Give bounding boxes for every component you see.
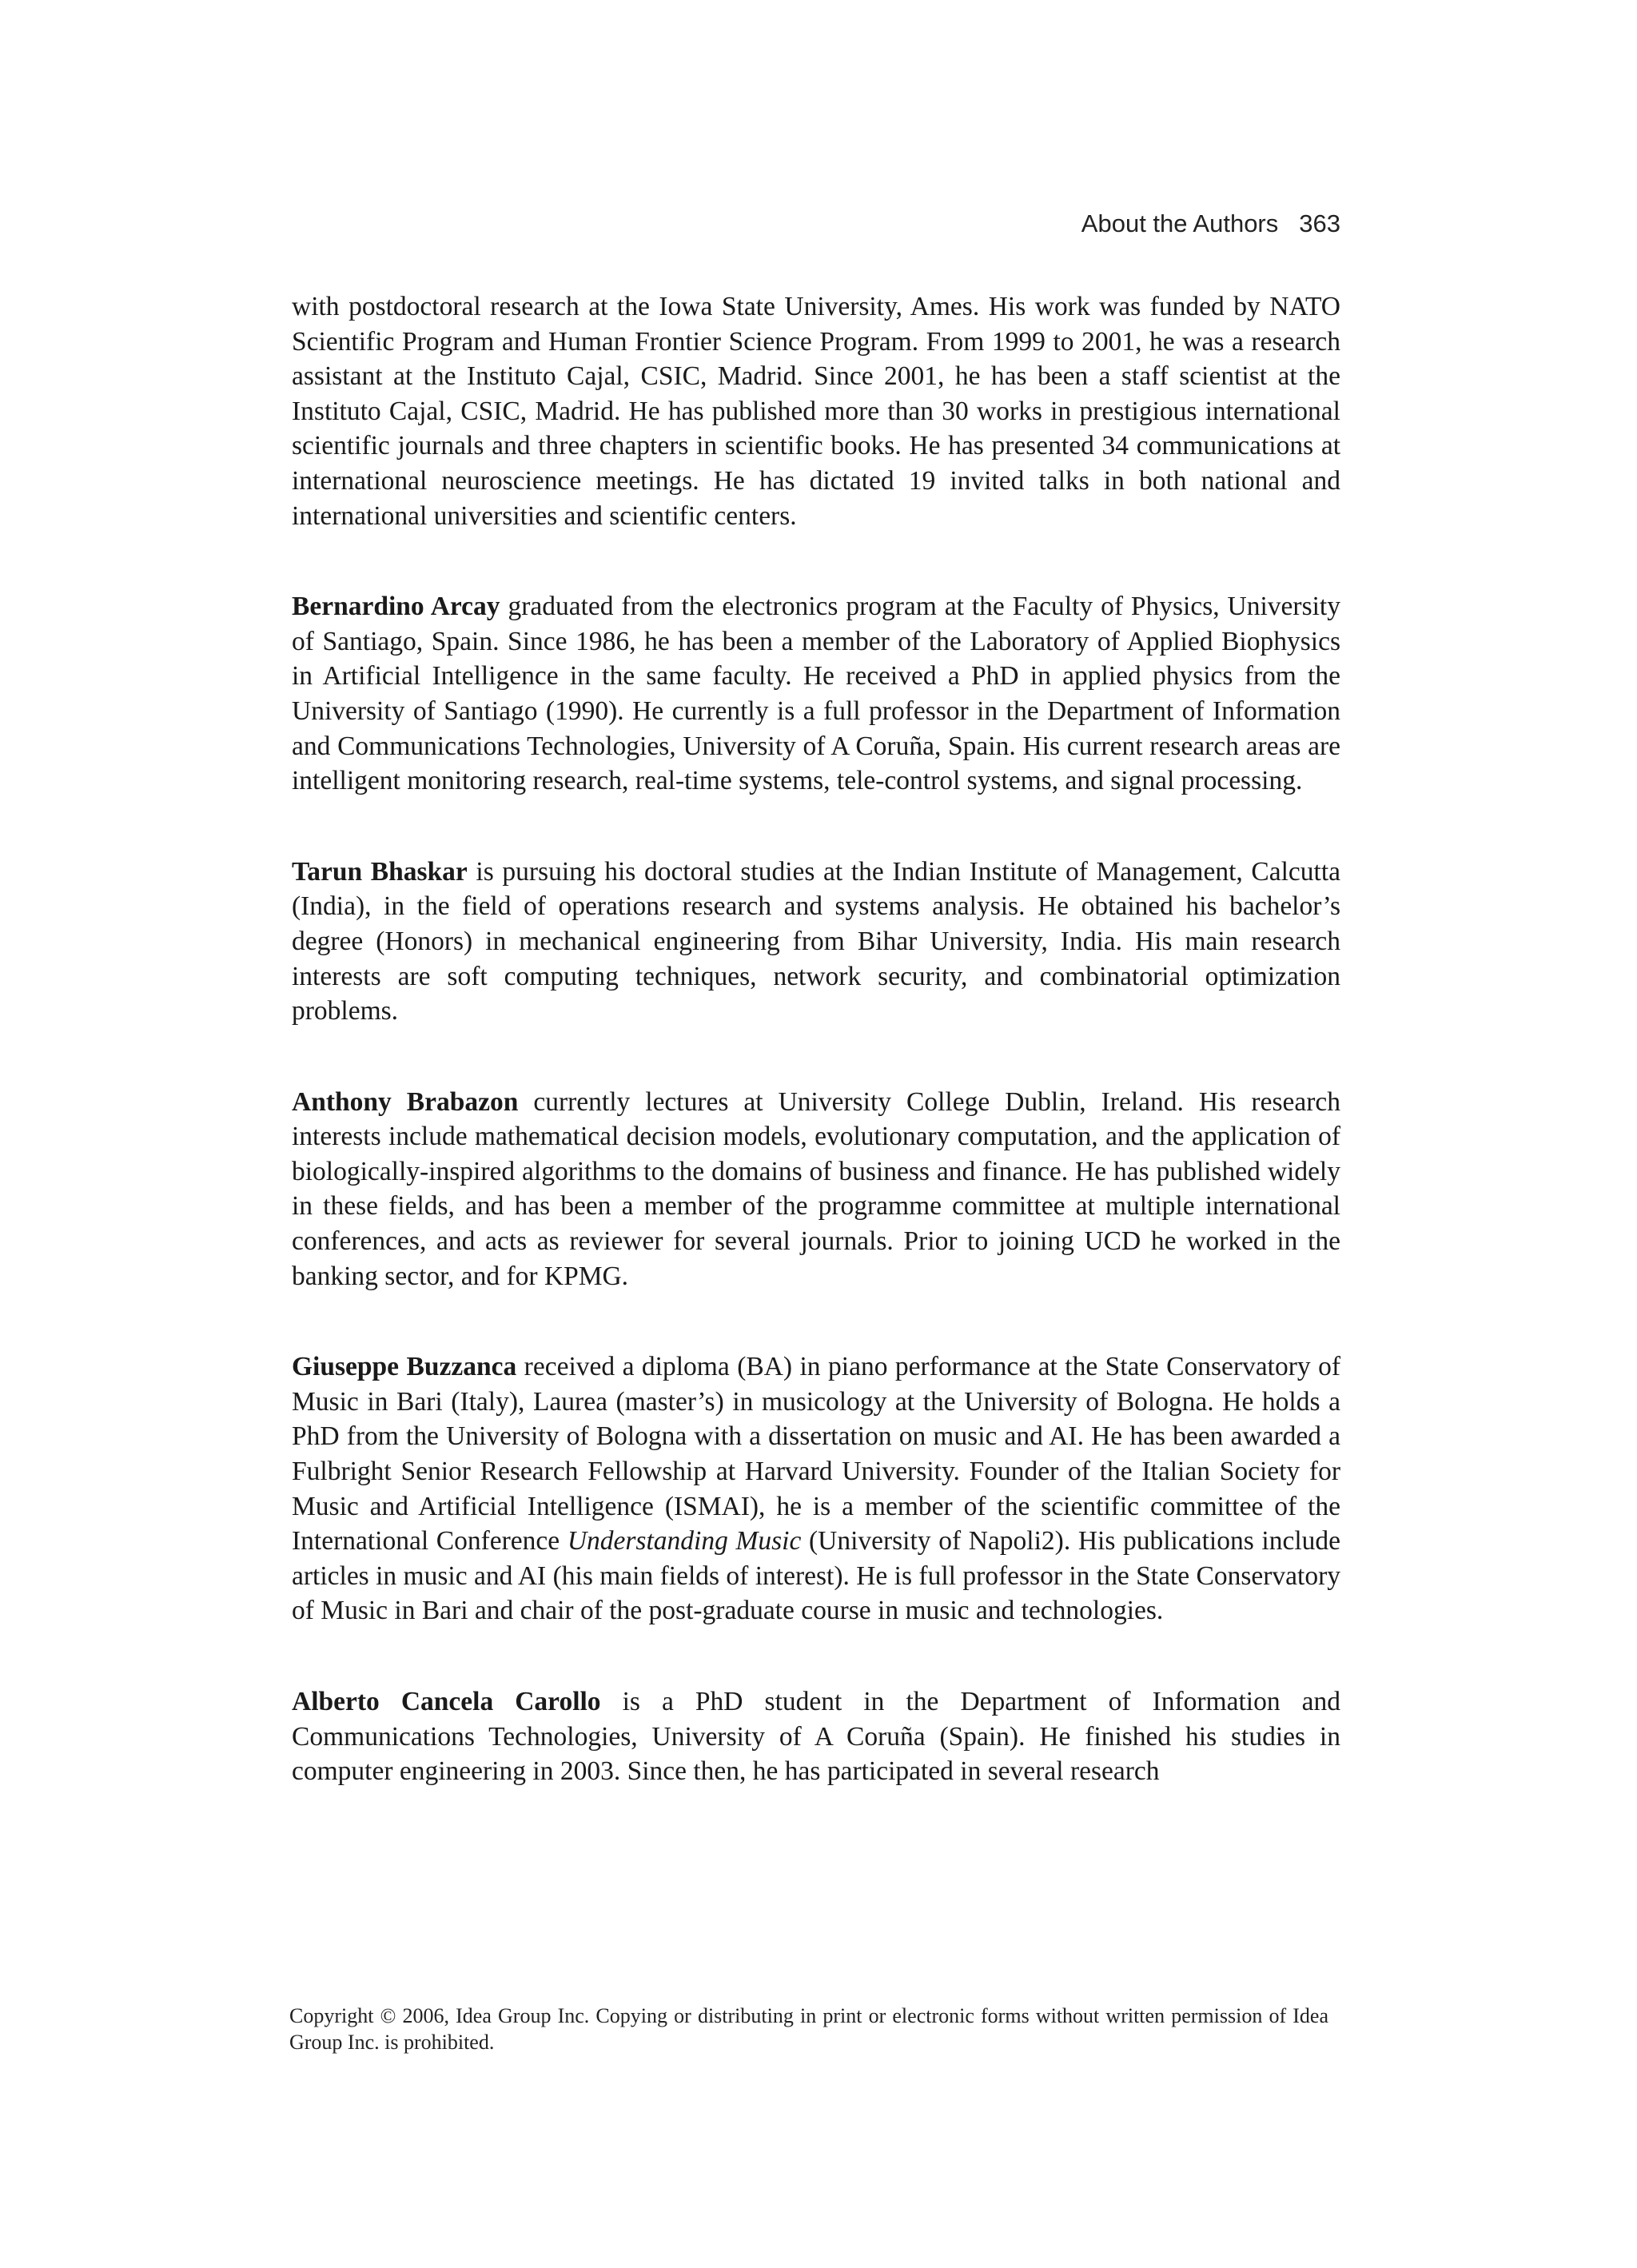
body-text [292, 289, 1340, 1789]
continuation-paragraph: with postdoctoral research at the Iowa State University, Ames. His work was funded by NATO Scientific Program and Human Frontier Science Program. From 1999 to 2001, he was a research assistant at the Instituto Cajal, CSIC, Madrid. Since 2001, he has been a staff scientist at the Instituto Cajal, CSIC, Madrid. He has published more than 30 works in prestigious international scientific journals and three chapters in scientific books. He has presented 34 communications at international neuroscience meetings. He has dictated 19 invited talks in both national and international universities and scientific centers. [292, 292, 1340, 531]
author-name: Anthony Brabazon [292, 1086, 519, 1117]
copyright-notice: Copyright © 2006, Idea Group Inc. Copying or distributing in print or electronic forms without written permission of Idea Group Inc. is prohibited. [289, 2004, 1328, 2054]
page-number: 363 [1299, 209, 1340, 237]
author-bio-brabazon [292, 1085, 1340, 1294]
author-bio-text: is pursuing his doctoral studies at the Indian Institute of Management, Calcutta (India), in the field of operations research and systems analysis. He obtained his bachelor’s degree (Honors) in mechanical engineering from Bihar University, India. His main research interests are soft computing techniques, network security, and combinatorial optimization problems. [292, 856, 1340, 1026]
copyright-footer [289, 2003, 1328, 2055]
author-bio-cancela [292, 1684, 1340, 1789]
author-name: Tarun Bhaskar [292, 856, 468, 887]
author-bio-text: graduated from the electronics program at the Faculty of Physics, University of Santiago, Spain. Since 1986, he has been a member of the Laboratory of Applied Biophysics in Artificial Intelligence in the same faculty. He received a PhD in applied physics from the University of Santiago (1990). He currently is a full professor in the Department of Information and Communications Technologies, University of A Coruña, Spain. His current research areas are intelligent monitoring research, real-time systems, tele-control systems, and signal processing. [292, 592, 1340, 796]
conference-title: Understanding Music [567, 1526, 802, 1557]
author-bio-text: is a PhD student in the Department of Information and Communications Technologies, University of A Coruña (Spain). He finished his studies in computer engineering in 2003. Since then, he has participated in several research [292, 1687, 1340, 1787]
author-bio-bhaskar [292, 855, 1340, 1029]
author-bio-text: currently lectures at University College Dublin, Ireland. His research interests include mathematical decision models, evolutionary computation, and the application of biologically-inspired algorithms to the domains of business and finance. He has published widely in these fields, and has been a member of the programme committee at multiple international conferences, and acts as reviewer for several journals. Prior to joining UCD he worked in the banking sector, and for KPMG. [292, 1086, 1340, 1291]
author-name: Bernardino Arcay [292, 592, 500, 622]
author-name: Giuseppe Buzzanca [292, 1352, 517, 1382]
author-name: Alberto Cancela Carollo [292, 1687, 601, 1716]
running-title: About the Authors [1081, 209, 1279, 237]
author-bio-arcay [292, 589, 1340, 799]
author-bio-text: (University of Napoli2). His publications include articles in music and AI (his main fields of interest). He is full professor in the State Conservatory of Music in Bari and chair of the post-graduate course in music and technologies. [292, 1526, 1340, 1626]
running-header [292, 208, 1340, 240]
author-bio-text: received a diploma (BA) in piano performance at the State Conservatory of Music in Bari (Italy), Laurea (master’s) in musicology at the University of Bologna. He holds a PhD from the University of Bologna with a dissertation on music and AI. He has been awarded a Fulbright Senior Research Fellowship at Harvard University. Founder of the Italian Society for Music and Artificial Intelligence (ISMAI), he is a member of the scientific committee of the International Conference [292, 1352, 1340, 1557]
author-bio-buzzanca [292, 1349, 1340, 1628]
